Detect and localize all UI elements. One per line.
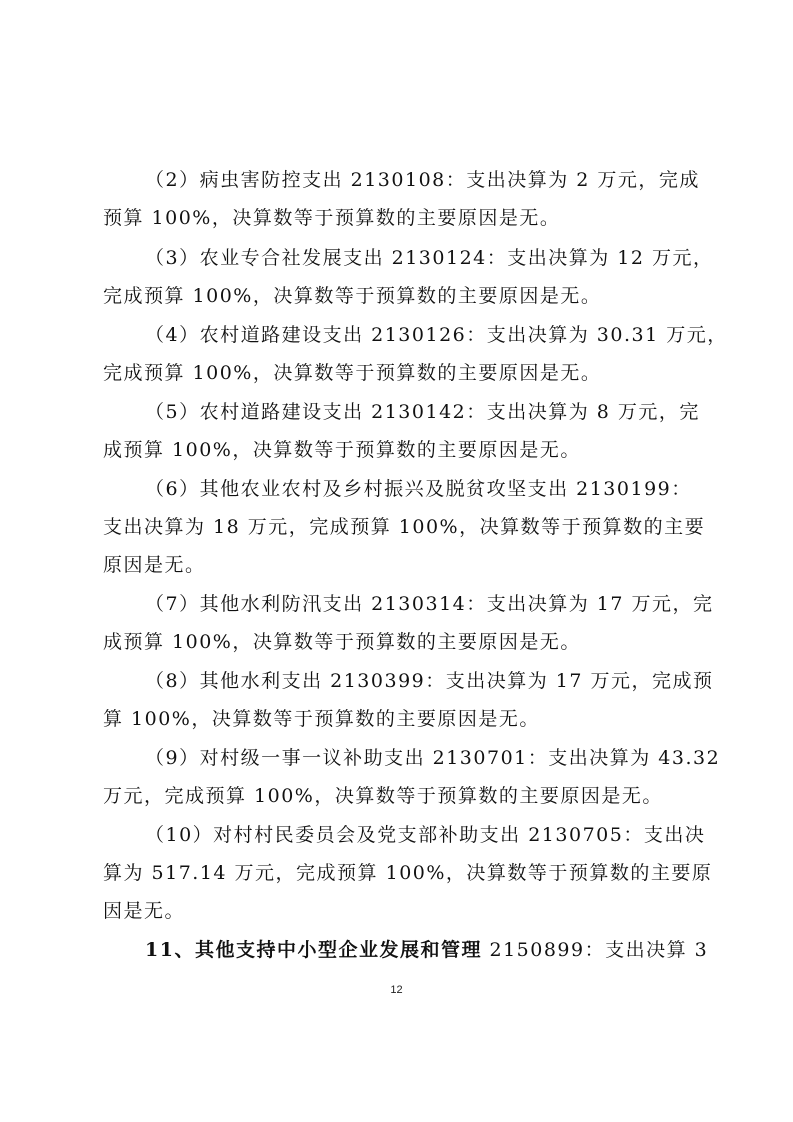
- paragraph-line: （7）其他水利防汛支出 2130314：支出决算为 17 万元，完: [145, 593, 714, 615]
- paragraph-line: 万元，完成预算 100%，决算数等于预算数的主要原因是无。: [103, 785, 663, 807]
- paragraph-line: （4）农村道路建设支出 2130126：支出决算为 30.31 万元，: [145, 324, 728, 346]
- paragraph-line: （5）农村道路建设支出 2130142：支出决算为 8 万元，完: [145, 401, 700, 423]
- section-heading-line: [145, 938, 709, 962]
- paragraph-line: 成预算 100%，决算数等于预算数的主要原因是无。: [103, 631, 581, 653]
- paragraph-line: （3）农业专合社发展支出 2130124：支出决算为 12 万元，: [145, 247, 714, 269]
- paragraph-line: 完成预算 100%，决算数等于预算数的主要原因是无。: [103, 285, 602, 307]
- paragraph-line: （8）其他水利支出 2130399：支出决算为 17 万元，完成预: [145, 670, 714, 692]
- paragraph-line: 成预算 100%，决算数等于预算数的主要原因是无。: [103, 439, 581, 461]
- section-heading: 11、其他支持中小型企业发展和管理: [145, 939, 482, 961]
- paragraph-line: 因是无。: [103, 900, 186, 922]
- section-heading-text: 2150899：支出决算 3: [481, 939, 709, 961]
- paragraph-line: 算为 517.14 万元，完成预算 100%，决算数等于预算数的主要原: [103, 862, 713, 884]
- paragraph-line: （2）病虫害防控支出 2130108：支出决算为 2 万元，完成: [145, 169, 700, 191]
- paragraph-line: 预算 100%，决算数等于预算数的主要原因是无。: [103, 207, 561, 229]
- paragraph-line: 算 100%，决算数等于预算数的主要原因是无。: [103, 708, 540, 730]
- paragraph-line: 完成预算 100%，决算数等于预算数的主要原因是无。: [103, 362, 602, 384]
- paragraph-line: （10）对村村民委员会及党支部补助支出 2130705：支出决: [145, 824, 706, 846]
- paragraph-line: （9）对村级一事一议补助支出 2130701：支出决算为 43.32: [145, 747, 721, 769]
- paragraph-line: 支出决算为 18 万元，完成预算 100%，决算数等于预算数的主要: [103, 516, 706, 538]
- paragraph-line: （6）其他农业农村及乡村振兴及脱贫攻坚支出 2130199：: [145, 478, 692, 500]
- page-number: 12: [390, 984, 403, 996]
- paragraph-line: 原因是无。: [103, 554, 206, 576]
